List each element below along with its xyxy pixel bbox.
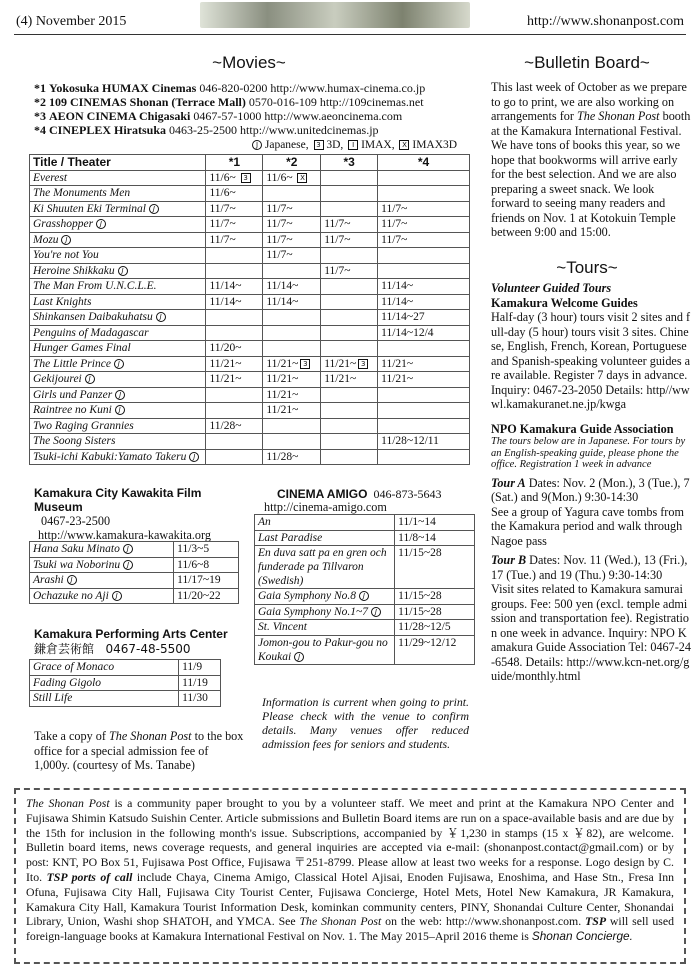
showing-date: 11/7~ [206,201,263,217]
showing-date: 11/14~ [206,294,263,310]
showing-date: 11/21~ [263,403,321,419]
showing-date [321,325,378,341]
cinema-name: Yokosuka HUMAX Cinemas [49,81,197,95]
volunteer-guided-tours-title: Volunteer Guided Tours [491,281,612,295]
showing-date [206,248,263,264]
tour-a [491,476,691,505]
movie-title: Last Knights [30,294,206,310]
movie-row [30,310,470,326]
movie-title: Hunger Games Final [30,341,206,357]
film-title: Hana Saku Minato J [30,542,174,558]
movie-row [30,372,470,388]
cinema-name: AEON CINEMA Chigasaki [49,109,191,123]
movie-row [30,279,470,295]
showing-date: 11/7~ [321,232,378,248]
film-title: Fading Gigolo [30,675,179,691]
3d-icon: 3 [314,140,324,150]
showing-date: 11/21~ [378,356,470,372]
showing-date [321,434,378,450]
cinema-number: *2 [34,95,46,109]
table-row [255,635,475,664]
movie-title: Raintree no Kuni J [30,403,206,419]
film-title: Last Paradise [255,530,395,546]
legend-3d: 3D, [326,139,344,151]
showing-date [321,310,378,326]
column-header: *4 [378,155,470,171]
kawakita-table [29,541,239,604]
cinema-contact: 0467-57-1000 http://www.aeoncinema.com [193,109,403,123]
film-date: 11/17~19 [174,573,239,589]
tour-a-text: See a group of Yagura cave tombs from the Kamakura period and walk through Nagoe pass [491,504,684,548]
showing-date: 11/21~ [321,372,378,388]
showing-date [263,418,321,434]
showing-date [378,170,470,186]
film-date: 11/19 [179,675,221,691]
movie-row [30,341,470,357]
movie-title: Grasshopper J [30,217,206,233]
showing-date [378,263,470,279]
legend-imax3d: IMAX3D [412,139,458,151]
showing-date [263,434,321,450]
japanese-icon: J [61,235,71,245]
showing-date [321,186,378,202]
movie-row [30,434,470,450]
showing-date [321,403,378,419]
showing-date [206,325,263,341]
tour-a-label: Tour A [491,475,526,490]
table-row [255,589,475,605]
table-row [255,604,475,620]
showing-date [206,449,263,465]
showing-date [321,387,378,403]
tour-b-text: Visit sites related to Kamakura samurai groups. Fee: 500 yen (excl. temple admission and transportation fee). Registration one week in advance. Inquiry: NPO Kamakura Guide Association Tel: 0467-24-6548. Details: http://www.kcn-net.org/guide/monthly.html [491,582,691,683]
cinema-entry [34,95,425,109]
showing-date [263,263,321,279]
showing-date [263,310,321,326]
showing-date [206,387,263,403]
bulletin-heading: ~Bulletin Board~ [524,53,650,72]
movie-row [30,217,470,233]
showing-date [206,403,263,419]
column-header: *3 [321,155,378,171]
table-row [255,530,475,546]
film-title: Ochazuke no Aji J [30,588,174,604]
kpac-phone: 0467-48-5500 [105,642,191,656]
header-rule [14,34,686,35]
footer-text-1: is a community paper brought to you by a volunteer staff. We meet and print at the Kamakura NPO Center and Fujisawa Shimin Katsudo Suishin Center. Article submissions and Bulletin Board items are run on a space-available basis and are due by the 15th for inclusion in the following month's issue. Subscriptions, accompanied by ￥1,230 in stamps (15 x ￥82), are welcome. Bulletin board items, news coverage requests, and general inquiries are accepted via e-mail: (shonanpost.contact@gmail.com) or by post: KNT, PO Box 51, Fujisawa Post Office, Fujisawa 〒251-8799. Please allow at least two weeks for a response. Logo design by C. Ito. [26,796,674,884]
showing-date [263,186,321,202]
movie-row [30,201,470,217]
cinema-entry [34,123,425,137]
footer-text-4: will sell used foreign-language books at Kamakura International Festival on Nov. 1. The May 2015–April 2016 theme is [26,914,675,944]
table-row [30,588,239,604]
movies-table [29,154,470,465]
tour-b-dates: Dates: Nov. 11 (Wed.), 13 (Fri.), 17 (Tue.) and 19 (Thu.) 9:30-14:30 [491,553,688,582]
cinema-name: CINEPLEX Hiratsuka [49,123,167,137]
movie-row [30,294,470,310]
film-date: 11/6~8 [174,557,239,573]
cinema-number: *1 [34,81,46,95]
film-title: Grace of Monaco [30,660,179,676]
tours-heading: ~Tours~ [556,258,618,277]
film-title: St. Vincent [255,620,395,636]
japanese-icon: J [123,544,133,554]
showing-date: 11/14~ [378,279,470,295]
japanese-icon: J [115,405,125,415]
film-title: Arashi J [30,573,174,589]
showing-date: 11/7~ [206,217,263,233]
showing-date: 11/7~ [206,232,263,248]
film-date: 11/1~14 [395,515,475,531]
showing-date: 11/28~ [263,449,321,465]
tour-b [491,553,691,582]
japanese-icon: J [85,374,95,384]
movie-title: Penguins of Madagascar [30,325,206,341]
showing-date: 11/14~12/4 [378,325,470,341]
kpac-table [29,659,221,707]
showing-date: 11/21~ 3 [263,356,321,372]
japanese-icon: J [112,591,122,601]
film-date: 11/3~5 [174,542,239,558]
showing-date: 11/21~ [378,372,470,388]
film-title: Still Life [30,691,179,707]
film-date: 11/30 [179,691,221,707]
cinema-contact: 046-820-0200 http://www.humax-cinema.co.jp [199,81,426,95]
movies-heading: ~Movies~ [212,53,286,72]
showing-date: 11/14~ [378,294,470,310]
amigo-phone: 046-873-5643 [373,487,442,501]
movie-row [30,418,470,434]
kawakita-url: http://www.kamakura-kawakita.org [38,528,211,542]
movie-title: Heroine Shikkaku J [30,263,206,279]
npo-note: The tours below are in Japanese. For tours by an English-speaking guide, please phone the office. Registration 1 week in advance [491,436,686,470]
ports-label: TSP ports of call [46,869,133,884]
showing-date: 11/21~ [263,387,321,403]
cinema-list [34,81,425,137]
kwg-text: Half-day (3 hour) tours visit 2 sites and full-day (5 hour) tours visit 3 sites. Chinese, English, French, Korean, Portuguese and Spanish-speaking volunteer guides are available. Register 7 days in advance. Inquiry: 0467-23-2050 Details: http//wwwl.kamakuranet.ne.jp/kwga [491,310,691,411]
showing-date: 11/28~12/11 [378,434,470,450]
film-date: 11/9 [179,660,221,676]
kawakita-phone: 0467-23-2500 [41,514,111,528]
table-row [30,660,221,676]
table-row [30,542,239,558]
3d-icon: 3 [358,359,368,369]
showing-date [321,170,378,186]
showing-date: 11/21~ [206,372,263,388]
japanese-icon: J [156,312,166,322]
kpac-jp-name: 鎌倉芸術館 [34,642,95,656]
japanese-icon: J [96,219,106,229]
japanese-icon: J [359,591,369,601]
showing-date [378,449,470,465]
page-issue-date: (4) November 2015 [16,14,127,29]
cinema-entry [34,81,425,95]
showing-date [263,341,321,357]
cinema-number: *3 [34,109,46,123]
movie-title: The Soong Sisters [30,434,206,450]
info-note: Information is current when going to print. Please check with the venue to confirm details. Many venues offer reduced admission fees for seniors and students. [262,695,469,751]
showing-date [378,418,470,434]
japanese-icon: J [252,140,262,150]
film-date: 11/28~12/5 [395,620,475,636]
tour-a-dates: Dates: Nov. 2 (Mon.), 3 (Tue.), 7 (Sat.) and 9(Mon.) 9:30-14:30 [491,475,690,504]
film-title: Tsuki wa Noborinu J [30,557,174,573]
footer-text-3: on the web: http://www.shonanpost.com. [381,914,586,929]
showing-date: 11/21~ [263,372,321,388]
header-banner-image [200,2,470,28]
footer-paper-name-2: The Shonan Post [299,914,382,929]
tsp-label: TSP [585,914,607,929]
cinema-contact: 0570-016-109 http://109cinemas.net [248,95,424,109]
film-title: Gaia Symphony No.8 J [255,589,395,605]
showing-date: 11/21~ 3 [321,356,378,372]
npo-title: NPO Kamakura Guide Association [491,421,674,436]
film-title: An [255,515,395,531]
showing-date [321,294,378,310]
movie-title: Two Raging Grannies [30,418,206,434]
legend-japanese: Japanese, [264,139,309,151]
cinema-entry [34,109,425,123]
showing-date: 11/7~ [378,232,470,248]
3d-icon: 3 [300,359,310,369]
format-legend [252,139,457,151]
tours-body [491,281,691,684]
showing-date: 11/28~ [206,418,263,434]
table-row [30,557,239,573]
footer-paper-name: The Shonan Post [26,796,110,810]
table-row [30,573,239,589]
showing-date: 11/7~ [263,232,321,248]
showing-date: 11/7~ [263,201,321,217]
showing-date: 11/6~ 3 [206,170,263,186]
film-date: 11/15~28 [395,589,475,605]
showing-date: 11/14~ [206,279,263,295]
japanese-icon: J [118,266,128,276]
film-date: 11/15~28 [395,604,475,620]
cinema-contact: 0463-25-2500 http://www.unitedcinemas.jp [169,123,379,137]
column-header: *2 [263,155,321,171]
movie-title: Girls und Panzer J [30,387,206,403]
showing-date: 11/6~ X [263,170,321,186]
footer-text-2: include Chaya, Cinema Amigo, Classical Hotel Ajisai, Enoden Fujisawa, Enoshima, and Hase Stn., Fresa Inn Ofuna, Fujisawa City Hall, Fujisawa City Tourist Center, Fujisawa Concierge, Hotel Mets, Hotel New Kamakura, JR Kamakura, Kamakura City Hall, Kamakura Tourist Information Desk, kominkan community centers, PINY, Shonandai Culture Center, Shonandai Library, Union, Washi shop SHATOH, and YMCA. See [26,869,675,929]
movie-row [30,387,470,403]
showing-date: 11/6~ [206,186,263,202]
film-title: Gaia Symphony No.1~7 J [255,604,395,620]
showing-date: 11/20~ [206,341,263,357]
showing-date: 11/7~ [263,217,321,233]
3d-icon: 3 [241,173,251,183]
showing-date [321,201,378,217]
showing-date [378,248,470,264]
showing-date [206,434,263,450]
showing-date: 11/7~ [321,217,378,233]
japanese-icon: J [67,575,77,585]
showing-date [206,263,263,279]
imax3d-icon: X [399,140,409,150]
column-header: *1 [206,155,263,171]
kpac-note: Take a copy of The Shonan Post to the box office for a special admission fee of 1,000y. (courtesy of Ms. Tanabe) [34,729,244,772]
showing-date [378,186,470,202]
movie-row [30,356,470,372]
showing-date [321,418,378,434]
film-date: 11/20~22 [174,588,239,604]
japanese-icon: J [371,607,381,617]
movie-title: You're not You [30,248,206,264]
kpac-title: Kamakura Performing Arts Center [34,627,228,641]
showing-date [321,279,378,295]
cinema-name: 109 CINEMAS Shonan (Terrace Mall) [49,95,246,109]
japanese-icon: J [149,204,159,214]
showing-date: 11/21~ [206,356,263,372]
amigo-table [254,514,475,665]
site-url: http://www.shonanpost.com [527,14,684,29]
movie-title: Shinkansen Daibakuhatsu J [30,310,206,326]
japanese-icon: J [115,390,125,400]
cinema-number: *4 [34,123,46,137]
tour-b-label: Tour B [491,553,527,567]
movie-title: Ki Shuuten Eki Terminal J [30,201,206,217]
showing-date [378,341,470,357]
showing-date [206,310,263,326]
showing-date [378,387,470,403]
japanese-icon: J [294,652,304,662]
movie-row [30,449,470,465]
movie-row [30,186,470,202]
theme-name: Shonan Concierge. [531,929,633,944]
movie-row [30,248,470,264]
movie-title: Gekijourei J [30,372,206,388]
showing-date: 11/7~ [263,248,321,264]
film-date: 11/29~12/12 [395,635,475,664]
showing-date: 11/14~ [263,294,321,310]
film-date: 11/8~14 [395,530,475,546]
imax-icon: I [348,140,358,150]
showing-date: 11/14~ [263,279,321,295]
bulletin-text: This last week of October as we prepare to go to print, we are also working on arrangements for The Shonan Post booth at the Kamakura International Festival. We have tons of books this year, so we hope that bookworms will arrive early for the best selection. And we are also preparing a sweet snack. We look forward to seeing many readers and friends on Nov. 1 at Kotokuin Temple between 9:00 and 15:00. [491,80,691,239]
showing-date: 11/14~27 [378,310,470,326]
showing-date [378,403,470,419]
table-row [255,620,475,636]
showing-date: 11/7~ [378,217,470,233]
japanese-icon: J [114,359,124,369]
film-title: En duva satt pa en gren och funderade pa Tillvaron (Swedish) [255,546,395,589]
movie-title: The Man From U.N.C.L.E. [30,279,206,295]
film-title: Jomon-gou to Pakur-gou no Koukai J [255,635,395,664]
movie-title: The Little Prince J [30,356,206,372]
movie-title: The Monuments Men [30,186,206,202]
movie-title: Everest [30,170,206,186]
film-date: 11/15~28 [395,546,475,589]
movie-row [30,403,470,419]
showing-date: 11/7~ [378,201,470,217]
showing-date [263,325,321,341]
movie-title: Tsuki-ichi Kabuki:Yamato Takeru J [30,449,206,465]
movie-row [30,232,470,248]
movie-row [30,263,470,279]
movie-row [30,325,470,341]
amigo-url: http://cinema-amigo.com [264,500,387,514]
showing-date [321,449,378,465]
showing-date [321,341,378,357]
kwg-title: Kamakura Welcome Guides [491,295,638,310]
imax3d-icon: X [297,173,307,183]
table-row [30,691,221,707]
japanese-icon: J [123,560,133,570]
kawakita-title: Kamakura City Kawakita Film Museum [34,486,202,514]
table-row [255,515,475,531]
showing-date [321,248,378,264]
movie-title: Mozu J [30,232,206,248]
table-row [255,546,475,589]
column-header: Title / Theater [30,155,206,171]
japanese-icon: J [189,452,199,462]
legend-imax: IMAX, [361,139,395,151]
table-row [30,675,221,691]
kpac-contact [34,642,190,657]
showing-date: 11/7~ [321,263,378,279]
footer-box [14,788,686,964]
movie-row [30,170,470,186]
amigo-title: CINEMA AMIGO [277,487,368,501]
